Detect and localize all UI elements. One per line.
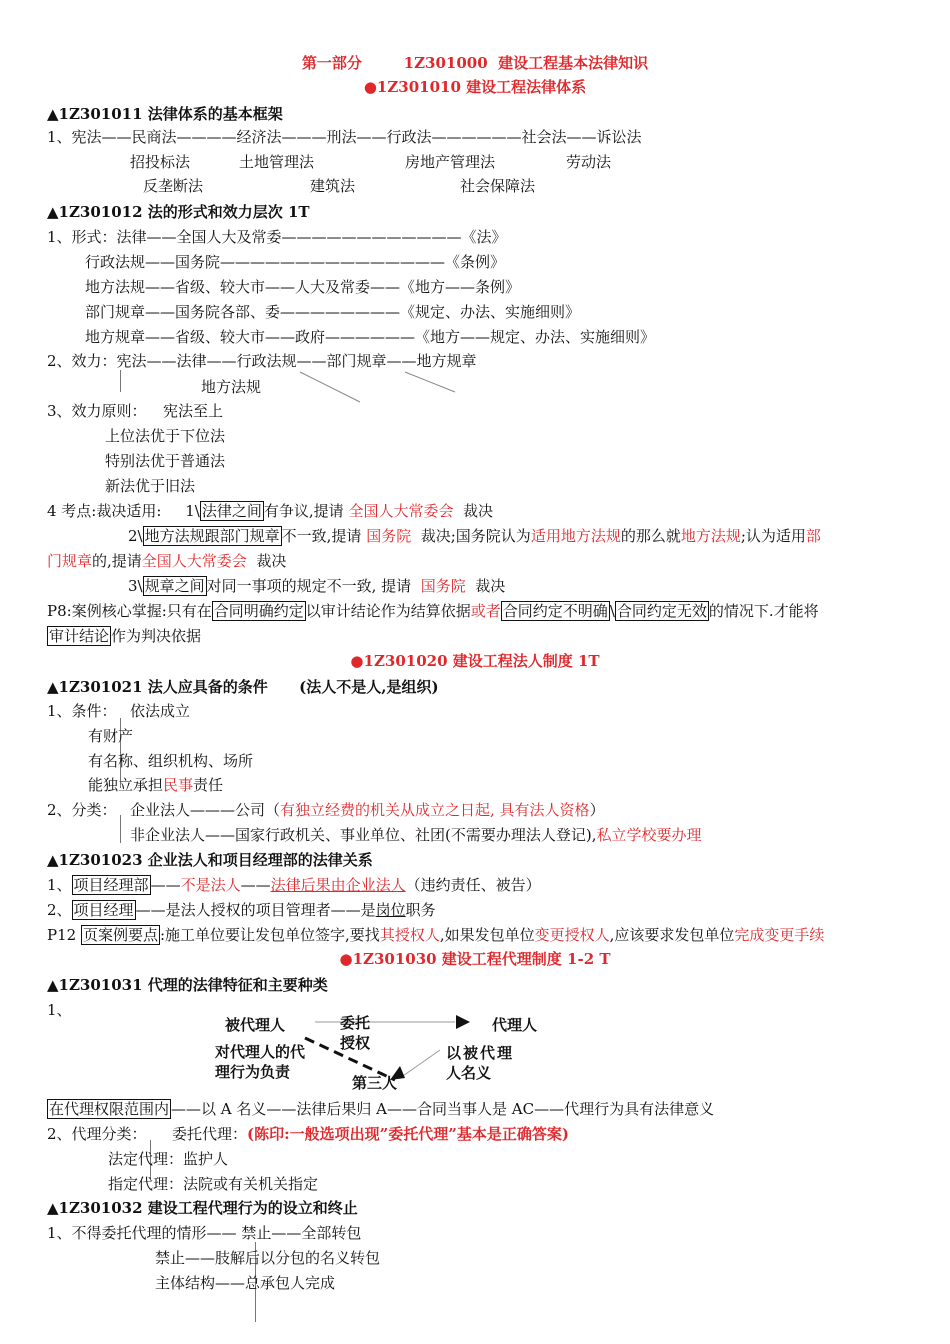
agency-scope-line: 在代理权限范围内 ——以 A 名义——法律后果归 A——合同当事人是 AC——代理行为具有法律意义 [49, 1100, 715, 1118]
bracket-line [120, 370, 121, 392]
framework-line: 1、宪法——民商法————经济法———刑法——行政法——————社会法——诉讼法 [47, 128, 642, 146]
framework-law-labor: 劳动法 [566, 153, 612, 171]
cond-name-org: 有名称、组织机构、场所 [88, 752, 254, 770]
framework-law-socialsecurity: 社会保障法 [460, 177, 536, 195]
framework-law-construction: 建筑法 [310, 177, 356, 195]
agency-in-name-2: 人名义 [446, 1064, 492, 1082]
agency-entrust: 委托 [340, 1014, 371, 1032]
section-heading-1z301010: ●1Z301010 建设工程法律体系 [363, 78, 587, 96]
framework-law-antimonopoly: 反垄断法 [143, 177, 204, 195]
class-enterprise: 企业法人———公司（有独立经费的机关从成立之日起, 具有法人资格） [130, 801, 605, 819]
agency-in-name-1: 以被代理 [446, 1044, 515, 1062]
ruling-line-4: 3\ 规章之间 对同一事项的规定不一致, 提请 国务院 裁决 [128, 577, 506, 595]
framework-law-bidding: 招投标法 [130, 153, 191, 171]
effect-local-regulation: 地方法规 [201, 378, 262, 396]
effect-hierarchy: 2、效力：宪法——法律——行政法规——部门规章——地方规章 [47, 352, 477, 370]
agency-agent: 代理人 [492, 1016, 538, 1034]
heading-1z301023: ▲1Z301023 企业法人和项目经理部的法律关系 [47, 851, 373, 869]
box-local-vs-dept: 地方法规跟部门规章 [144, 527, 280, 545]
cond-label: 1、条件： [47, 702, 117, 720]
p8-case-line-2: 审计结论 作为判决依据 [49, 627, 202, 645]
agency-type-designated: 指定代理：法院或有关机关指定 [108, 1175, 319, 1193]
principle-superior: 上位法优于下位法 [105, 427, 226, 445]
relation-line-2: 2、 项目经理 ——是法人授权的项目管理者——是岗位职务 [47, 901, 436, 919]
framework-law-land: 土地管理法 [239, 153, 315, 171]
box-between-rules: 规章之间 [144, 577, 205, 595]
title-part: 第一部分 [301, 54, 362, 72]
cond-property: 有财产 [88, 727, 134, 745]
title-code: 1Z301000 [403, 54, 488, 72]
forms-dept-rules: 部门规章——国务院各部、委————————《规定、办法、实施细则》 [85, 303, 581, 321]
principle-label: 3、效力原则： [47, 402, 147, 420]
agency-type-statutory: 法定代理：监护人 [108, 1150, 229, 1168]
agency-principal: 被代理人 [225, 1016, 286, 1034]
class-non-enterprise: 非企业法人——国家行政机关、事业单位、社团(不需要办理法人登记),私立学校要办理 [130, 826, 702, 844]
agency-type-entrusted: 委托代理：(陈印:一般选项出现”委托代理”基本是正确答案) [172, 1125, 570, 1143]
heading-1z301031: ▲1Z301031 代理的法律特征和主要种类 [47, 976, 328, 994]
heading-1z301021: ▲1Z301021 法人应具备的条件 (法人不是人,是组织) [47, 678, 439, 696]
heading-1z301032: ▲1Z301032 建设工程代理行为的设立和终止 [47, 1199, 358, 1217]
ruling-line-2: 2\ 地方法规跟部门规章 不一致,提请 国务院 裁决;国务院认为适用地方法规的那么就地方法规;认为适用部 [128, 527, 821, 545]
title-name: 建设工程基本法律知识 [498, 54, 649, 72]
section-heading-1z301030: ●1Z301030 建设工程代理制度 1-2 T [339, 950, 611, 968]
agency-num: 1、 [47, 1001, 72, 1019]
bracket-line [120, 815, 121, 843]
termination-line-1: 1、不得委托代理的情形—— 禁止——全部转包 [47, 1224, 362, 1242]
principle-new: 新法优于旧法 [105, 477, 196, 495]
class-label: 2、分类： [47, 801, 117, 819]
section-heading-1z301020: ●1Z301020 建设工程法人制度 1T [350, 652, 600, 670]
termination-line-3: 主体结构——总承包人完成 [155, 1274, 336, 1292]
termination-line-2: 禁止——肢解后以分包的名义转包 [155, 1249, 381, 1267]
forms-admin-regulation: 行政法规——国务院———————————————《条例》 [85, 253, 506, 271]
box-between-laws: 法律之间 [201, 502, 262, 520]
framework-law-realestate: 房地产管理法 [405, 153, 496, 171]
relation-line-1: 1、 项目经理部 ——不是法人——法律后果由企业法人（违约责任、被告） [47, 876, 541, 894]
forms-local-regulation: 地方法规——省级、较大市——人大及常委——《地方——条例》 [85, 278, 521, 296]
cond-established: 依法成立 [130, 702, 191, 720]
agency-authorize: 授权 [340, 1034, 371, 1052]
forms-law: 1、形式：法律——全国人大及常委————————————《法》 [47, 228, 507, 246]
effect-branch-lines [290, 370, 470, 406]
p8-case-line: P8:案例核心掌握:只有在 合同明确约定 以审计结论作为结算依据或者 合同约定不明确 \ 合同约定无效 的情况下.才能将 [47, 602, 819, 620]
ruling-line-3: 门规章的,提请全国人大常委会 裁决 [47, 552, 287, 570]
forms-local-rules: 地方规章——省级、较大市——政府——————《地方——规定、办法、实施细则》 [85, 328, 656, 346]
ruling-line-1: 4 考点:裁决适用: 1\ 法律之间 有争议,提请 全国人大常委会 裁决 [47, 502, 494, 520]
p12-case-line: P12 页案例要点 :施工单位要让发包单位签字,要找其授权人,如果发包单位变更授权人,应该要求发包单位完成变更手续 [47, 926, 825, 944]
agency-third-party: 第三人 [352, 1074, 398, 1092]
principle-special: 特别法优于普通法 [105, 452, 226, 470]
principle-constitution: 宪法至上 [163, 402, 224, 420]
page-title [0, 53, 950, 73]
agency-responsibility-1: 对代理人的代 [215, 1043, 306, 1061]
agency-types-label: 2、代理分类： [47, 1125, 147, 1143]
heading-1z301011: ▲1Z301011 法律体系的基本框架 [47, 105, 283, 123]
agency-responsibility-2: 理行为负责 [215, 1063, 291, 1081]
heading-1z301012: ▲1Z301012 法的形式和效力层次 1T [47, 203, 310, 221]
cond-liability: 能独立承担民事责任 [88, 776, 224, 794]
